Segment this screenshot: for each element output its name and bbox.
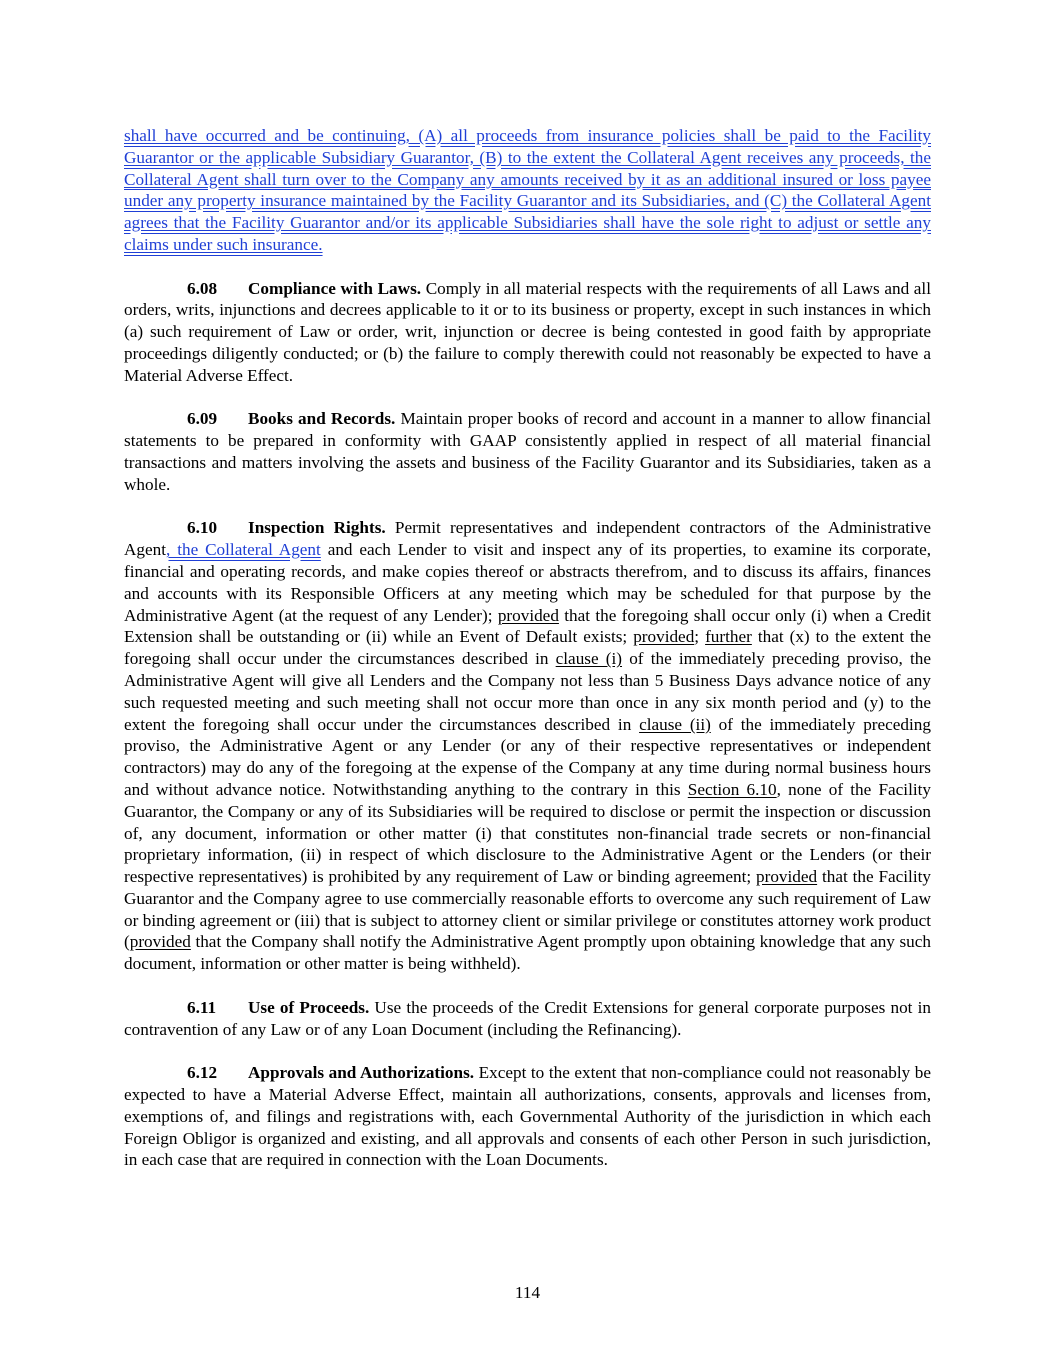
section-6-12 bbox=[124, 1062, 931, 1171]
underlined-term: provided bbox=[497, 605, 559, 625]
document-page bbox=[124, 125, 931, 1171]
section-reference: Section 6.10 bbox=[687, 779, 777, 799]
section-text: that the Company shall notify the Administrative Agent promptly upon obtaining knowledge that any such document, information or other matter is being withheld). bbox=[124, 932, 931, 974]
section-6-09 bbox=[124, 408, 931, 495]
underlined-term: provided bbox=[756, 867, 818, 887]
underlined-term: further bbox=[705, 627, 752, 647]
section-title: Approvals and Authorizations. bbox=[248, 1063, 475, 1083]
section-title: Compliance with Laws. bbox=[248, 278, 422, 298]
section-title: Books and Records. bbox=[248, 409, 396, 429]
page-number: 114 bbox=[514, 1283, 541, 1302]
section-text: that (x) to the extent the foregoing shall occur under the circumstances described in bbox=[124, 627, 931, 669]
clause-reference: clause (ii) bbox=[639, 714, 711, 734]
inserted-text: shall have occurred and be continuing, (A) all proceeds from insurance policies shall be paid to the Facility Guarantor or the applicable Subsidiary Guarantor, (B) to the extent the Collateral Agent receives any proceeds, the Collateral Agent shall turn over to the Company any amounts received by it as an additional insured or loss payee under any property insurance maintained by the Facility Guarantor and its Subsidiaries, and (C) the Collateral Agent agrees that the Facility Guarantor and/or its applicable Subsidiaries shall have the sole right to adjust or settle any claims under such insurance. bbox=[124, 126, 931, 254]
section-6-11 bbox=[124, 997, 931, 1041]
section-title: Use of Proceeds. bbox=[248, 997, 370, 1017]
insurance-proceeds-paragraph bbox=[124, 125, 931, 256]
section-number: 6.10 bbox=[187, 518, 218, 538]
inserted-text: , the Collateral Agent bbox=[166, 540, 321, 560]
section-text: Permit representatives and independent contractors of the Administrative Agent bbox=[124, 518, 931, 560]
section-text: that the foregoing shall occur only (i) when a Credit Extension shall be outstanding or (ii) while an Event of Default exists; bbox=[124, 605, 931, 647]
section-body: Use the proceeds of the Credit Extensions for general corporate purposes not in contravention of any Law or of any Loan Document (including the Refinancing). bbox=[124, 997, 932, 1039]
section-number: 6.11 bbox=[187, 997, 217, 1017]
section-text: and each Lender to visit and inspect any of its properties, to examine its corporate, financial and operating records, and make copies thereof or abstracts therefrom, and to discuss its affairs, finances and accounts with its Responsible Officers at any meeting which may be scheduled for that purpose by the Administrative Agent (at the request of any Lender); bbox=[124, 540, 931, 625]
section-body: Comply in all material respects with the requirements of all Laws and all orders, writs, injunctions and decrees applicable to it or to its business or property, except in such instances in which (a) such requirement of Law or order, writ, injunction or decree is being contested in good faith by appropriate proceedings diligently conducted; or (b) the failure to comply therewith could not reasonably be expected to have a Material Adverse Effect. bbox=[124, 278, 931, 385]
section-6-08 bbox=[124, 278, 931, 387]
section-number: 6.09 bbox=[187, 409, 218, 429]
section-body: Maintain proper books of record and account in a manner to allow financial statements to be prepared in conformity with GAAP consistently applied in respect of all material financial transactions and matters involving the assets and business of the Facility Guarantor and its Subsidiaries, taken as a whole. bbox=[124, 409, 932, 494]
section-body: Except to the extent that non-compliance could not reasonably be expected to have a Material Adverse Effect, maintain all authorizations, consents, approvals and licenses from, exemptions of, and filings and registrations with, each Governmental Authority of the jurisdiction in which each Foreign Obligor is organized and existing, and all approvals and consents of each other Person in such jurisdiction, in each case that are required in connection with the Loan Documents. bbox=[124, 1063, 931, 1170]
section-text: of the immediately preceding proviso, the Administrative Agent or any Lender (or any of their respective representatives or independent contractors) may do any of the foregoing at the expense of the Company at any time during normal business hours and without advance notice. Notwithstanding anything to the contrary in this bbox=[124, 714, 931, 799]
section-text: that the Facility Guarantor and the Company agree to use commercially reasonable efforts to overcome any such requirement of Law or binding agreement or (iii) that is subject to attorney client or similar privilege or constitutes attorney work product ( bbox=[124, 867, 931, 952]
section-text: of the immediately preceding proviso, the Administrative Agent will give all Lenders and the Company not less than 5 Business Days advance notice of any such requested meeting and such meeting shall not occur more than once in any six month period and (y) to the extent the foregoing shall occur under the circumstances described in bbox=[124, 649, 931, 734]
section-number: 6.08 bbox=[187, 278, 218, 298]
section-text: , none of the Facility Guarantor, the Company or any of its Subsidiaries will be required to disclose or permit the inspection or discussion of, any document, information or other matter (i) that constitutes non-financial trade secrets or non-financial proprietary information, (ii) in respect of which disclosure to the Administrative Agent or the Lenders (or their respective representatives) is prohibited by any requirement of Law or binding agreement; bbox=[124, 779, 931, 887]
section-text: ; bbox=[694, 627, 706, 647]
underlined-term: provided bbox=[129, 932, 191, 952]
section-number: 6.12 bbox=[187, 1063, 218, 1083]
clause-reference: clause (i) bbox=[555, 649, 623, 669]
section-title: Inspection Rights. bbox=[248, 518, 386, 538]
underlined-term: provided bbox=[633, 627, 695, 647]
section-6-10 bbox=[124, 517, 931, 975]
